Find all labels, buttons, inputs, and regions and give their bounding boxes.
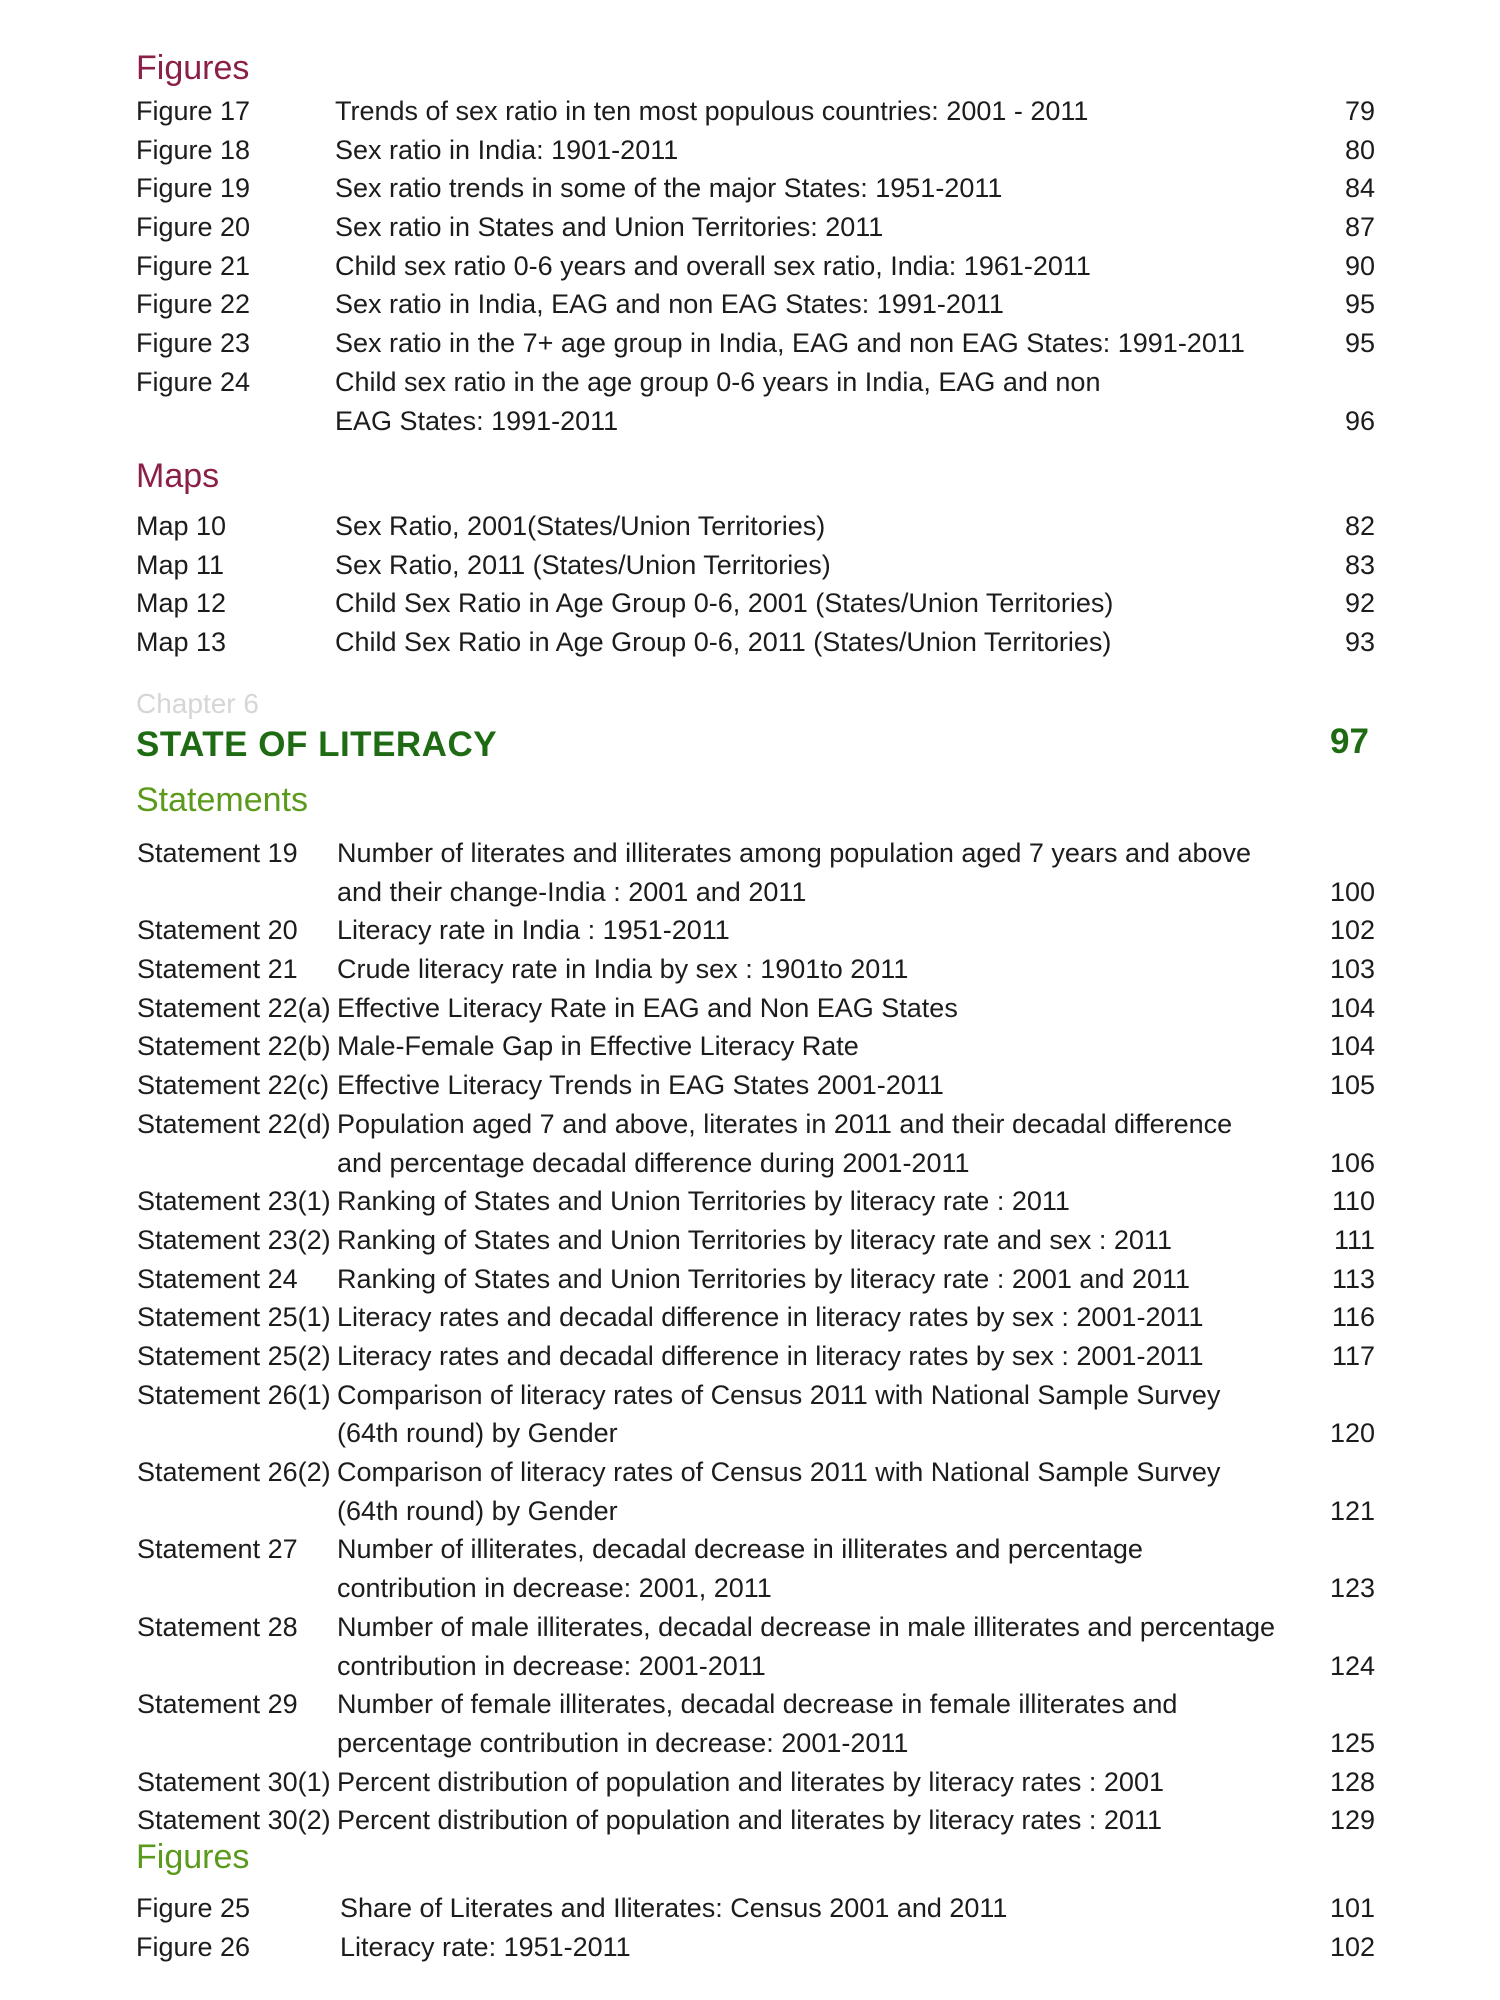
entry-title-line: Child Sex Ratio in Age Group 0-6, 2011 (States/Union Territories)	[335, 627, 1112, 658]
entry-label: Figure 18	[136, 134, 251, 165]
toc-entry	[0, 92, 1500, 131]
entry-label: Statement 19	[137, 838, 298, 868]
entry-title	[337, 950, 908, 989]
entry-title-line: Effective Literacy Trends in EAG States 2001-2011	[337, 1070, 944, 1101]
entry-title	[335, 169, 1002, 208]
entry-page-number: 105	[1329, 1070, 1375, 1101]
entry-label: Statement 27	[137, 1534, 298, 1565]
entry-label: Figure 23	[136, 328, 251, 359]
figures-heading: Figures	[136, 49, 250, 87]
entry-title-line: Ranking of States and Union Territories by literacy rate : 2011	[337, 1186, 1070, 1217]
entry-page-number: 90	[1344, 250, 1375, 281]
figures-heading-2: Figures	[136, 1838, 250, 1876]
entry-title-line: Sex ratio in the 7+ age group in India, EAG and non EAG States: 1991-2011	[335, 328, 1245, 359]
toc-entry	[0, 1027, 1500, 1066]
entry-label: Figure 21	[136, 250, 251, 281]
entry-title-line: Trends of sex ratio in ten most populous countries: 2001 - 2011	[335, 96, 1089, 126]
toc-entry	[0, 324, 1500, 363]
entry-title-line-2: and percentage decadal difference during 2001-2011	[337, 1147, 970, 1178]
entry-title-line: Share of Literates and Iliterates: Census 2001 and 2011	[340, 1893, 1008, 1923]
entry-page-number: 79	[1344, 96, 1375, 126]
entry-label: Statement 26(1)	[137, 1379, 331, 1410]
entry-label: Statement 30(1)	[137, 1766, 331, 1797]
entry-page-number: 83	[1344, 549, 1375, 580]
entry-label: Statement 26(2)	[137, 1457, 331, 1488]
entry-title	[337, 1453, 1220, 1530]
toc-entry	[0, 169, 1500, 208]
entry-title	[335, 507, 825, 546]
entry-title	[337, 1685, 1177, 1762]
toc-entry	[0, 1763, 1500, 1802]
toc-entry	[0, 1530, 1500, 1607]
entry-page-number: 95	[1344, 328, 1375, 359]
entry-title-line: Sex ratio in India, EAG and non EAG States: 1991-2011	[335, 289, 1004, 320]
entry-title-line: Literacy rates and decadal difference in literacy rates by sex : 2001-2011	[337, 1302, 1204, 1333]
entry-page-number: 96	[1344, 405, 1375, 436]
entry-label: Figure 26	[136, 1931, 251, 1962]
entry-title-line: Sex ratio in States and Union Territories: 2011	[335, 212, 884, 243]
toc-entry	[0, 1889, 1500, 1928]
maps-heading: Maps	[136, 457, 220, 495]
maps-list	[0, 507, 1500, 662]
entry-title	[337, 1105, 1232, 1182]
chapter-title: STATE OF LITERACY	[136, 725, 498, 764]
toc-entry	[0, 1182, 1500, 1221]
entry-label: Statement 22(d)	[137, 1108, 331, 1139]
entry-title-line: Ranking of States and Union Territories by literacy rate : 2001 and 2011	[337, 1263, 1191, 1294]
entry-title	[337, 834, 1251, 911]
entry-title-line: Literacy rate: 1951-2011	[340, 1931, 631, 1962]
entry-label: Map 12	[136, 588, 227, 619]
entry-title	[335, 92, 1088, 131]
entry-page-number: 104	[1329, 992, 1375, 1023]
toc-entry	[0, 584, 1500, 623]
toc-entry	[0, 950, 1500, 989]
toc-entry	[0, 1801, 1500, 1840]
entry-page-number: 102	[1329, 1931, 1375, 1962]
entry-label: Figure 20	[136, 212, 251, 243]
entry-label: Statement 23(1)	[137, 1186, 331, 1217]
entry-title-line: Number of male illiterates, decadal decrease in male illiterates and percentage	[337, 1611, 1275, 1642]
toc-entry	[0, 1337, 1500, 1376]
entry-title	[337, 1801, 1162, 1840]
entry-label: Statement 25(2)	[137, 1340, 331, 1371]
entry-title-line-2: contribution in decrease: 2001-2011	[337, 1650, 766, 1681]
entry-title-line: Number of illiterates, decadal decrease in illiterates and percentage	[337, 1534, 1143, 1565]
entry-title-line: Comparison of literacy rates of Census 2011 with National Sample Survey	[337, 1379, 1221, 1410]
entry-title-line: Number of female illiterates, decadal decrease in female illiterates and	[337, 1689, 1178, 1720]
entry-title-line-2: EAG States: 1991-2011	[335, 405, 619, 436]
entry-title	[335, 363, 1100, 440]
toc-entry	[0, 507, 1500, 546]
entry-page-number: 106	[1329, 1147, 1375, 1178]
toc-entry	[0, 208, 1500, 247]
entry-title	[337, 1182, 1070, 1221]
toc-entry	[0, 1260, 1500, 1299]
toc-entry	[0, 247, 1500, 286]
entry-title	[337, 1027, 859, 1066]
entry-title-line: Percent distribution of population and literates by literacy rates : 2001	[337, 1766, 1164, 1797]
entry-page-number: 111	[1333, 1224, 1375, 1255]
entry-label: Map 10	[136, 511, 227, 541]
figures-list	[0, 92, 1500, 440]
entry-title-line: Child Sex Ratio in Age Group 0-6, 2001 (States/Union Territories)	[335, 588, 1114, 619]
entry-title-line: Population aged 7 and above, literates in 2011 and their decadal difference	[337, 1108, 1233, 1139]
entry-label: Statement 22(b)	[137, 1031, 331, 1062]
toc-entry	[0, 1105, 1500, 1182]
entry-label: Statement 29	[137, 1689, 298, 1720]
entry-page-number: 82	[1344, 511, 1375, 541]
entry-title-line: Sex Ratio, 2011 (States/Union Territories)	[335, 549, 831, 580]
entry-title	[335, 584, 1113, 623]
entry-label: Statement 23(2)	[137, 1224, 331, 1255]
entry-label: Map 13	[136, 627, 227, 658]
toc-entry	[0, 363, 1500, 440]
entry-title-line: Effective Literacy Rate in EAG and Non EAG States	[337, 992, 958, 1023]
toc-entry	[0, 1928, 1500, 1967]
entry-title-line: Ranking of States and Union Territories by literacy rate and sex : 2011	[337, 1224, 1172, 1255]
entry-title-line: Crude literacy rate in India by sex : 1901to 2011	[337, 954, 909, 985]
entry-title	[337, 1530, 1143, 1607]
entry-label: Figure 17	[136, 96, 251, 126]
entry-title	[337, 1376, 1220, 1453]
entry-title	[335, 623, 1111, 662]
entry-title	[337, 1221, 1172, 1260]
toc-entry	[0, 989, 1500, 1028]
statements-heading: Statements	[136, 781, 308, 819]
entry-title-line-2: and their change-India : 2001 and 2011	[337, 876, 807, 907]
entry-label: Statement 30(2)	[137, 1805, 331, 1836]
entry-title-line: Literacy rates and decadal difference in literacy rates by sex : 2001-2011	[337, 1340, 1204, 1371]
entry-page-number: 104	[1329, 1031, 1375, 1062]
entry-label: Statement 22(c)	[137, 1070, 330, 1101]
entry-label: Map 11	[136, 549, 225, 580]
entry-title	[335, 208, 883, 247]
statements-list	[0, 834, 1500, 1840]
entry-label: Statement 22(a)	[137, 992, 331, 1023]
entry-title-line: Child sex ratio in the age group 0-6 years in India, EAG and non	[335, 366, 1101, 397]
entry-label: Figure 22	[136, 289, 251, 320]
entry-page-number: 120	[1329, 1418, 1375, 1449]
entry-title	[335, 546, 831, 585]
entry-title-line-2: contribution in decrease: 2001, 2011	[337, 1573, 772, 1604]
entry-title-line: Literacy rate in India : 1951-2011	[337, 915, 730, 946]
entry-title	[337, 1763, 1164, 1802]
toc-entry	[0, 1376, 1500, 1453]
toc-entry	[0, 546, 1500, 585]
entry-title	[335, 285, 1004, 324]
entry-title	[337, 1260, 1190, 1299]
chapter-label: Chapter 6	[136, 688, 259, 719]
toc-entry	[0, 1066, 1500, 1105]
entry-page-number: 128	[1329, 1766, 1375, 1797]
toc-entry	[0, 911, 1500, 950]
entry-title-line-2: (64th round) by Gender	[337, 1418, 618, 1449]
entry-label: Statement 25(1)	[137, 1302, 331, 1333]
chapter-page-number: 97	[1330, 722, 1369, 761]
entry-page-number: 102	[1329, 915, 1375, 946]
toc-entry	[0, 1298, 1500, 1337]
toc-entry	[0, 1685, 1500, 1762]
entry-page-number: 124	[1329, 1650, 1375, 1681]
entry-page-number: 95	[1344, 289, 1375, 320]
entry-page-number: 117	[1331, 1340, 1375, 1371]
toc-entry	[0, 1608, 1500, 1685]
entry-title	[337, 1298, 1204, 1337]
entry-title	[337, 911, 730, 950]
figures-list-2	[0, 1889, 1500, 1966]
entry-label: Figure 24	[136, 366, 251, 397]
entry-title-line: Male-Female Gap in Effective Literacy Rate	[337, 1031, 859, 1062]
entry-page-number: 93	[1344, 627, 1375, 658]
entry-title	[335, 247, 1091, 286]
entry-title-line: Percent distribution of population and literates by literacy rates : 2011	[337, 1805, 1162, 1836]
entry-page-number: 121	[1329, 1495, 1375, 1526]
entry-page-number: 113	[1331, 1263, 1375, 1294]
entry-title-line: Comparison of literacy rates of Census 2011 with National Sample Survey	[337, 1457, 1221, 1488]
entry-page-number: 110	[1331, 1186, 1375, 1217]
entry-title	[337, 1066, 944, 1105]
entry-title-line: Sex ratio trends in some of the major States: 1951-2011	[335, 173, 1003, 204]
entry-title	[337, 1608, 1275, 1685]
toc-entry	[0, 285, 1500, 324]
toc-entry	[0, 131, 1500, 170]
toc-entry	[0, 623, 1500, 662]
entry-page-number: 129	[1329, 1805, 1375, 1836]
entry-title	[340, 1889, 1007, 1928]
entry-page-number: 125	[1329, 1727, 1375, 1758]
entry-title-line: Sex Ratio, 2001(States/Union Territories)	[335, 511, 826, 541]
entry-title-line-2: (64th round) by Gender	[337, 1495, 618, 1526]
entry-page-number: 80	[1344, 134, 1375, 165]
entry-page-number: 116	[1331, 1302, 1375, 1333]
entry-page-number: 123	[1329, 1573, 1375, 1604]
entry-title	[335, 324, 1245, 363]
entry-title-line: Child sex ratio 0-6 years and overall sex ratio, India: 1961-2011	[335, 250, 1091, 281]
entry-title-line: Sex ratio in India: 1901-2011	[335, 134, 679, 165]
toc-entry	[0, 1453, 1500, 1530]
entry-page-number: 87	[1344, 212, 1375, 243]
entry-label: Statement 21	[137, 954, 298, 985]
entry-label: Statement 20	[137, 915, 298, 946]
entry-title-line: Number of literates and illiterates among population aged 7 years and above	[337, 838, 1252, 868]
entry-title	[340, 1928, 631, 1967]
entry-title	[337, 989, 958, 1028]
entry-label: Statement 24	[137, 1263, 298, 1294]
toc-entry	[0, 1221, 1500, 1260]
entry-title	[335, 131, 678, 170]
entry-page-number: 101	[1329, 1893, 1375, 1923]
entry-page-number: 103	[1329, 954, 1375, 985]
entry-title	[337, 1337, 1204, 1376]
entry-page-number: 100	[1329, 876, 1375, 907]
toc-entry	[0, 834, 1500, 911]
entry-page-number: 84	[1344, 173, 1375, 204]
entry-label: Statement 28	[137, 1611, 298, 1642]
entry-label: Figure 19	[136, 173, 251, 204]
entry-label: Figure 25	[136, 1893, 251, 1923]
entry-title-line-2: percentage contribution in decrease: 2001-2011	[337, 1727, 909, 1758]
entry-page-number: 92	[1344, 588, 1375, 619]
